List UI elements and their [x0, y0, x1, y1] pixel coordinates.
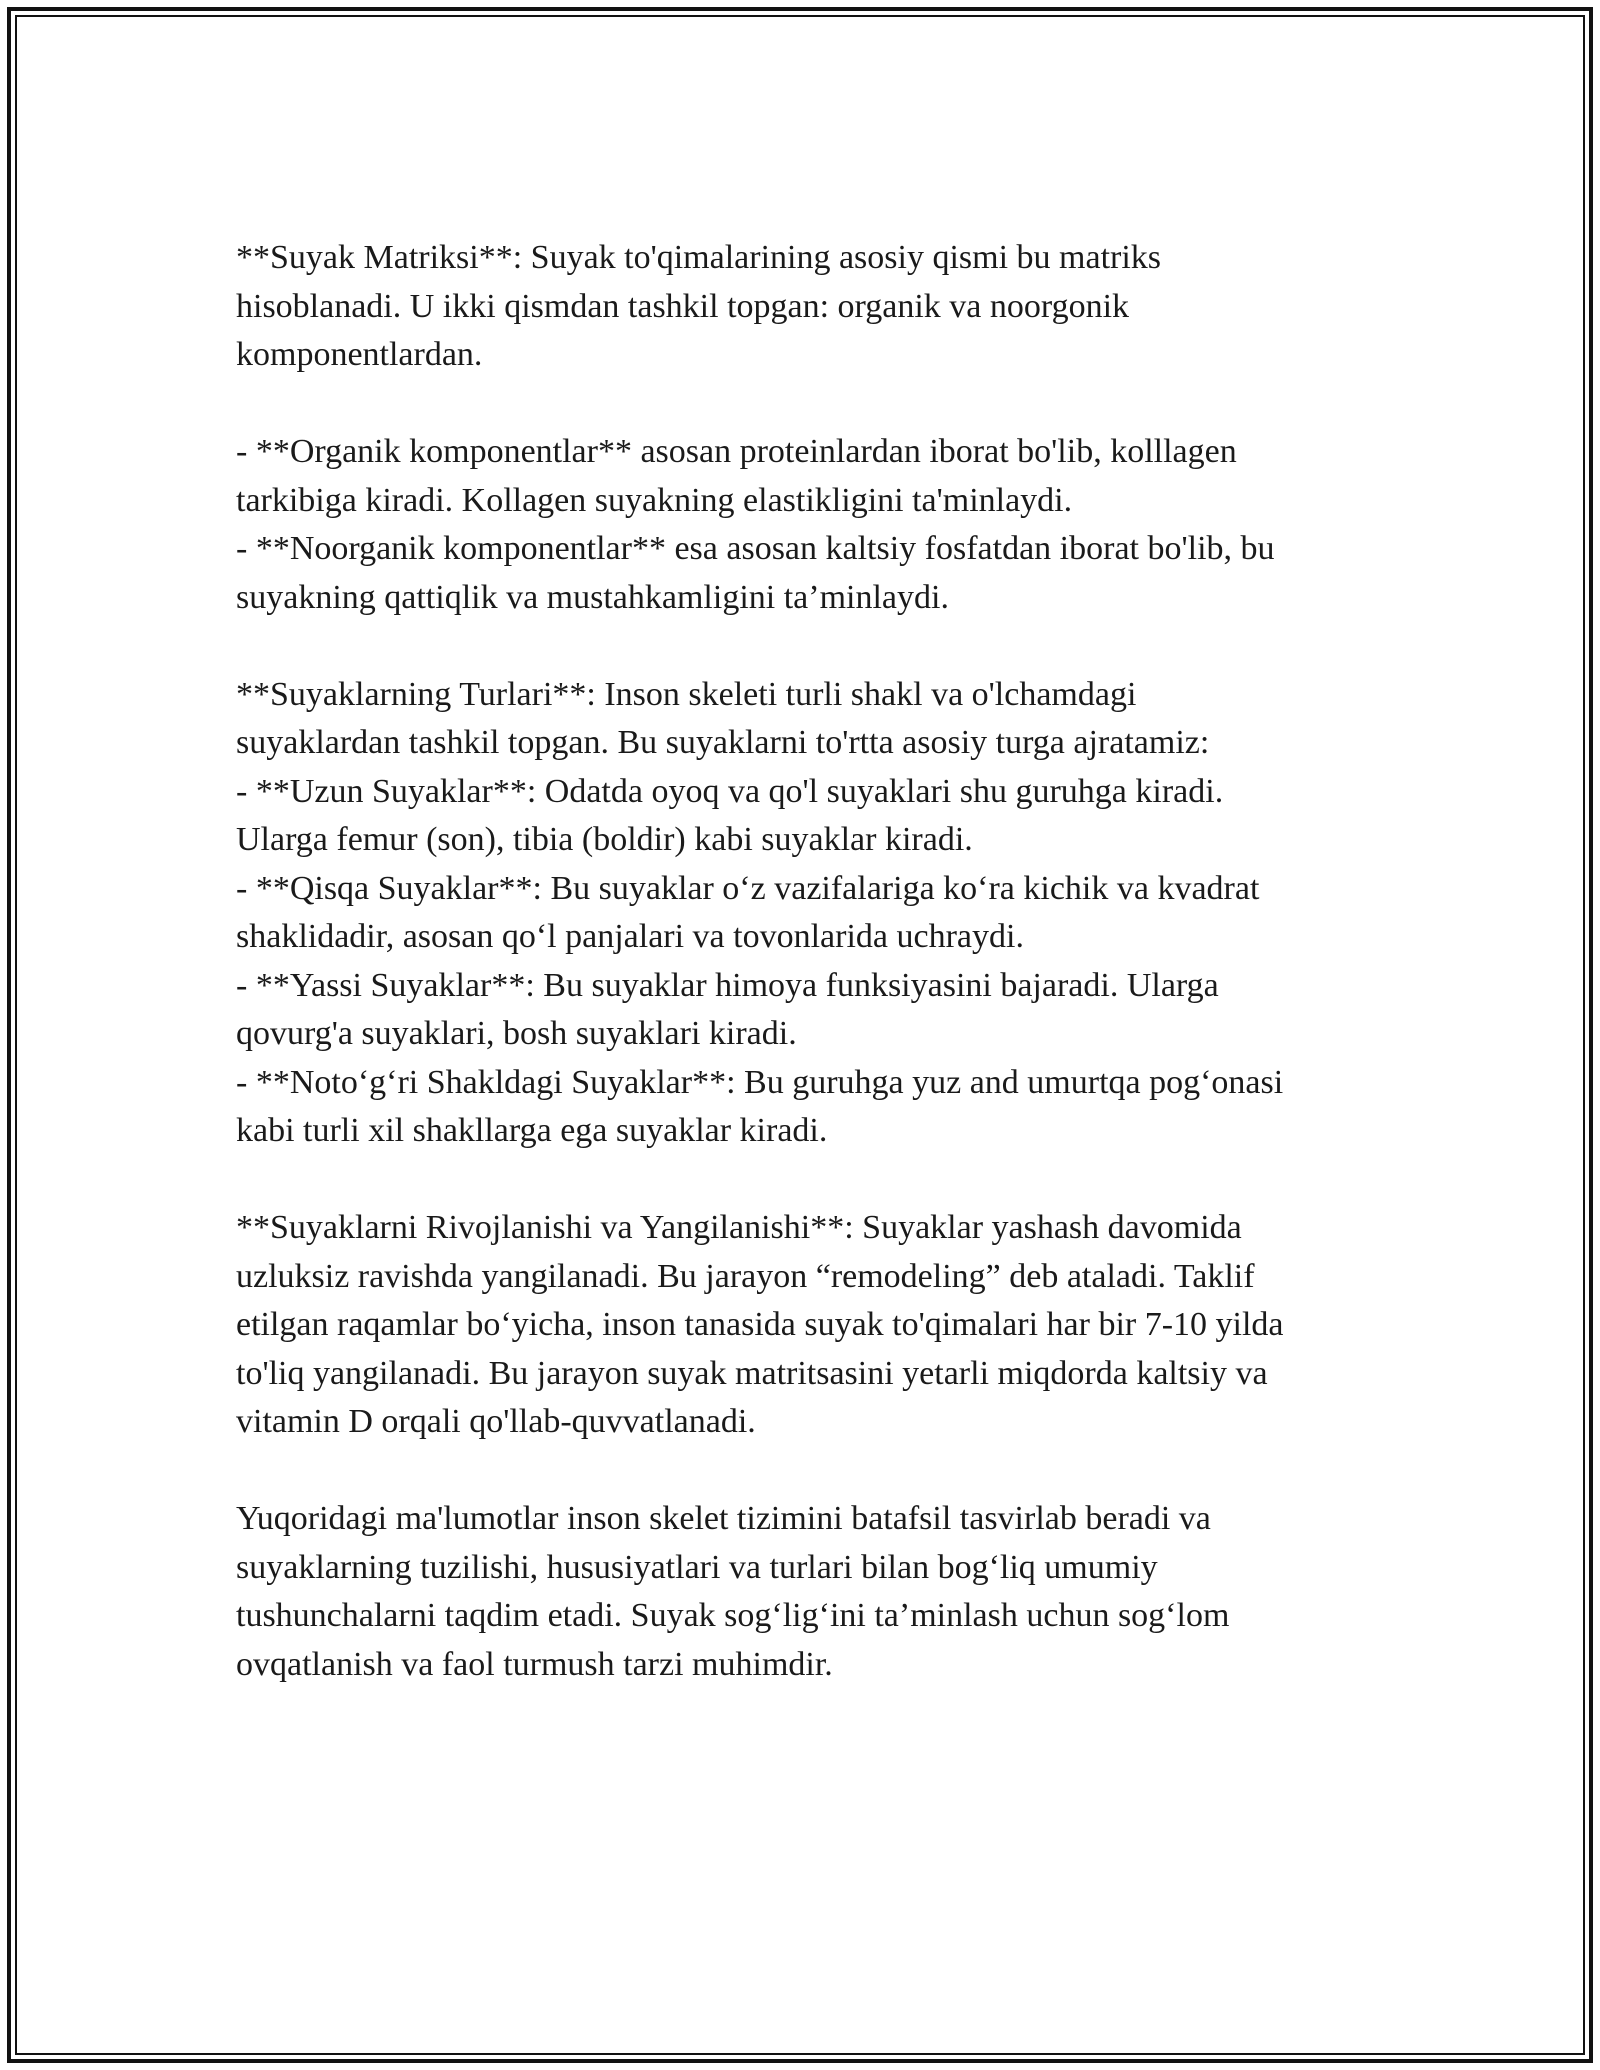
document-body [236, 234, 1396, 1689]
text-line: - **Noto‘g‘ri Shakldagi Suyaklar**: Bu guruhga yuz and umurtqa pog‘onasi [236, 1063, 1284, 1101]
text-line: **Suyaklarni Rivojlanishi va Yangilanishi**: Suyaklar yashash davomida [236, 1209, 1242, 1246]
text-line: - **Yassi Suyaklar**: Bu suyaklar himoya funksiyasini bajaradi. Ularga [236, 966, 1219, 1004]
text-line: Ularga femur (son), tibia (boldir) kabi suyaklar kiradi. [236, 821, 973, 858]
text-line: - **Noorganik komponentlar** esa asosan kaltsiy fosfatdan iborat bo'lib, bu [236, 530, 1275, 567]
text-line: suyaklardan tashkil topgan. Bu suyaklarni to'rtta asosiy turga ajratamiz: [236, 724, 1210, 761]
text-line: tarkibiga kiradi. Kollagen suyakning elastikligini ta'minlaydi. [236, 481, 1073, 519]
text-line: to'liq yangilanadi. Bu jarayon suyak matritsasini yetarli miqdorda kaltsiy va [236, 1354, 1268, 1392]
text-line: - **Organik komponentlar** asosan proteinlardan iborat bo'lib, kolllagen [236, 433, 1237, 470]
paragraph-conclusion [236, 1495, 1396, 1689]
text-line: hisoblanadi. U ikki qismdan tashkil topgan: organik va noorgonik [236, 287, 1130, 325]
text-line: etilgan raqamlar bo‘yicha, inson tanasida suyak to'qimalari har bir 7-10 yilda [236, 1306, 1284, 1343]
paragraph-components [236, 428, 1396, 622]
text-line: uzluksiz ravishda yangilanadi. Bu jarayon “remodeling” deb ataladi. Taklif [236, 1257, 1255, 1295]
text-line: komponentlardan. [236, 336, 483, 373]
text-line: shaklidadir, asosan qo‘l panjalari va tovonlarida uchraydi. [236, 918, 1024, 955]
text-line: suyaklarning tuzilishi, hususiyatlari va turlari bilan bog‘liq umumiy [236, 1548, 1158, 1586]
paragraph-bone-matrix [236, 234, 1396, 380]
text-line: ovqatlanish va faol turmush tarzi muhimdir. [236, 1645, 833, 1683]
text-line: **Suyak Matriksi**: Suyak to'qimalarining asosiy qismi bu matriks [236, 239, 1162, 276]
text-line: suyakning qattiqlik va mustahkamligini ta’minlaydi. [236, 578, 949, 616]
text-line: - **Qisqa Suyaklar**: Bu suyaklar o‘z vazifalariga ko‘ra kichik va kvadrat [236, 869, 1260, 907]
text-line: vitamin D orqali qo'llab-quvvatlanadi. [236, 1403, 756, 1440]
text-line: Yuqoridagi ma'lumotlar inson skelet tizimini batafsil tasvirlab beradi va [236, 1500, 1211, 1537]
text-line: - **Uzun Suyaklar**: Odatda oyoq va qo'l suyaklari shu guruhga kiradi. [236, 772, 1224, 810]
paragraph-bone-types [236, 671, 1396, 1156]
text-line: qovurg'a suyaklari, bosh suyaklari kiradi. [236, 1015, 797, 1052]
text-line: tushunchalarni taqdim etadi. Suyak sog‘lig‘ini ta’minlash uchun sog‘lom [236, 1597, 1230, 1634]
text-line: kabi turli xil shakllarga ega suyaklar kiradi. [236, 1112, 828, 1149]
paragraph-bone-remodeling [236, 1204, 1396, 1447]
text-line: **Suyaklarning Turlari**: Inson skeleti turli shakl va o'lchamdagi [236, 675, 1137, 713]
